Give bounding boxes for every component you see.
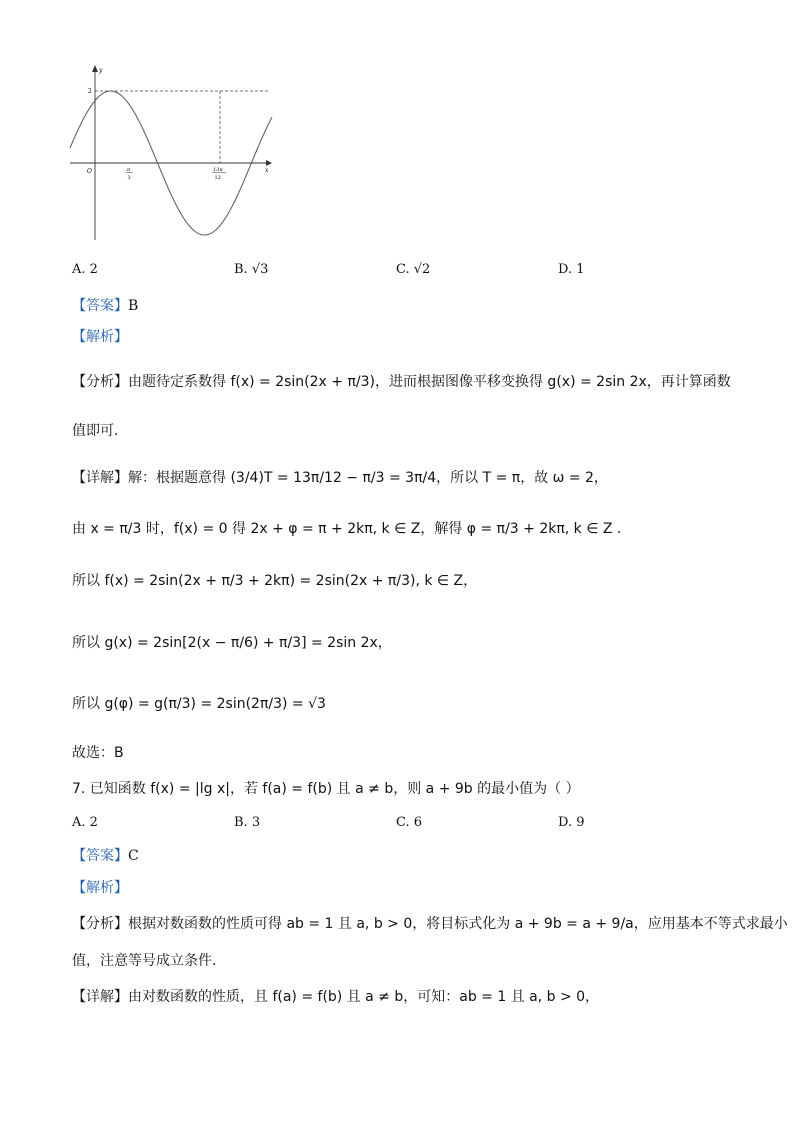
- q7-xiangjie-tag: 【详解】: [72, 989, 128, 1005]
- q7-xiangjie-text: 由对数函数的性质，且 f(a) = f(b) 且 a ≠ b，可知：ab = 1 且 a, b > 0，: [128, 989, 600, 1005]
- q6-xiangjie-tag: 【详解】: [72, 470, 128, 486]
- q7-answer-line: [72, 846, 139, 866]
- q6-analysis-tag: 【解析】: [72, 329, 128, 345]
- tick2-denominator: 12: [214, 175, 221, 181]
- q6-fenxi-line: [72, 372, 731, 392]
- q6-xiangjie-line: [72, 468, 608, 488]
- q7-fenxi-text: 根据对数函数的性质可得 ab = 1 且 a, b > 0，将目标式化为 a + 9b = a + 9/a，应用基本不等式求最小: [128, 916, 788, 932]
- tick2-numerator: 13π: [213, 167, 223, 173]
- q7-answer-tag: 【答案】: [72, 848, 128, 864]
- x-axis-label: x: [265, 167, 269, 174]
- peak-value-label: 2: [88, 88, 92, 95]
- q6-fenxi-cont: 值即可.: [72, 423, 119, 439]
- q6-answer-line: [72, 296, 138, 316]
- q7-fenxi-cont: 值，注意等号成立条件.: [72, 953, 217, 969]
- q7-fenxi-tag: 【分析】: [72, 916, 128, 932]
- q7-analysis-line: [72, 878, 128, 898]
- q6-option-b[interactable]: B. √3: [234, 262, 269, 277]
- q6-option-a[interactable]: A. 2: [72, 262, 98, 277]
- origin-label: O: [87, 168, 92, 175]
- q7-answer-value: C: [128, 848, 139, 864]
- tick1-numerator: π: [127, 167, 131, 173]
- x-axis-arrow: [266, 160, 272, 166]
- q7-stem: 7. 已知函数 f(x) = |lg x|，若 f(a) = f(b) 且 a ≠ b，则 a + 9b 的最小值为（ ）: [72, 781, 580, 797]
- q6-answer-tag: 【答案】: [72, 298, 128, 314]
- tick1-denominator: 3: [127, 175, 131, 181]
- q6-fenxi-tag: 【分析】: [72, 374, 128, 390]
- q6-option-c[interactable]: C. √2: [396, 262, 431, 277]
- q6-line2: 由 x = π/3 时，f(x) = 0 得 2x + φ = π + 2kπ, k ∈ Z，解得 φ = π/3 + 2kπ, k ∈ Z .: [72, 521, 622, 537]
- q6-line1: 解：根据题意得 (3/4)T = 13π/12 − π/3 = 3π/4，所以 T = π，故 ω = 2，: [128, 470, 608, 486]
- q6-answer-value: B: [128, 298, 139, 314]
- y-axis-arrow: [92, 65, 98, 72]
- q6-line5: 所以 g(φ) = g(π/3) = 2sin(2π/3) = √3: [72, 696, 326, 712]
- q7-analysis-tag: 【解析】: [72, 880, 128, 896]
- q6-option-d[interactable]: D. 1: [558, 262, 585, 277]
- q7-option-d[interactable]: D. 9: [558, 815, 585, 830]
- q6-choice-line: 故选：B: [72, 745, 124, 761]
- q7-option-c[interactable]: C. 6: [396, 815, 423, 830]
- q7-option-a[interactable]: A. 2: [72, 815, 98, 830]
- q6-fenxi-text: 由题待定系数得 f(x) = 2sin(2x + π/3)，进而根据图像平移变换得 g(x) = 2sin 2x，再计算函数: [128, 374, 731, 390]
- q7-fenxi-line: [72, 914, 788, 934]
- y-axis-label: y: [99, 67, 103, 74]
- q7-xiangjie-line: [72, 987, 599, 1007]
- sine-graph: [66, 62, 278, 244]
- q6-line3: 所以 f(x) = 2sin(2x + π/3 + 2kπ) = 2sin(2x + π/3), k ∈ Z，: [72, 573, 478, 589]
- q6-analysis-line: [72, 327, 128, 347]
- q6-line4: 所以 g(x) = 2sin[2(x − π/6) + π/3] = 2sin 2x，: [72, 635, 392, 651]
- q7-option-b[interactable]: B. 3: [234, 815, 261, 830]
